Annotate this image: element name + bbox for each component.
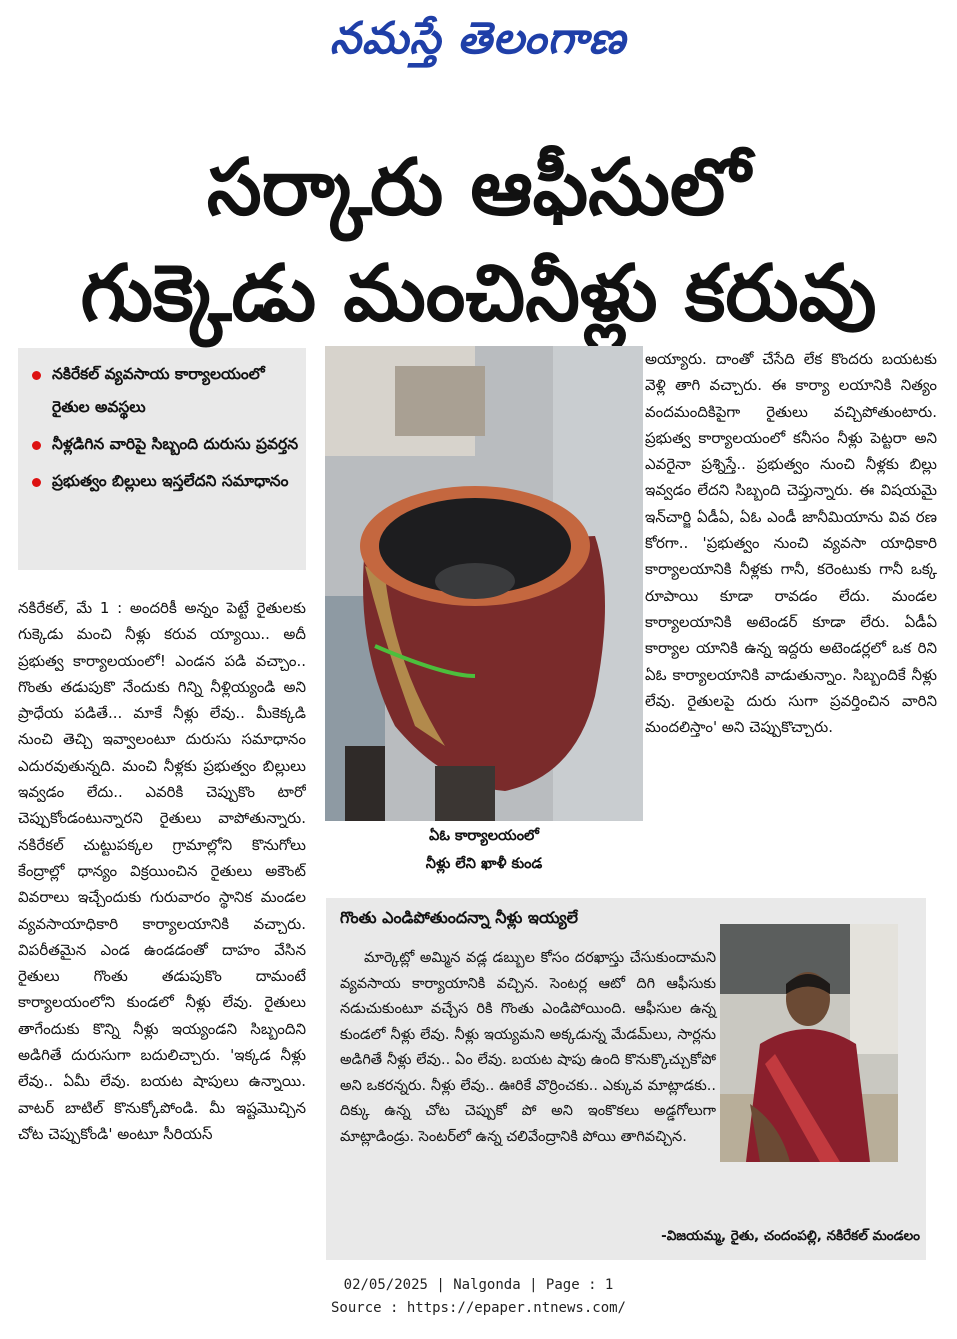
edition-info: 02/05/2025 | Nalgonda | Page : 1 xyxy=(343,1277,614,1293)
headline-line-2: గుక్కెడు మంచినీళ్లు కరువు xyxy=(80,249,877,339)
highlight-item: ప్రభుత్వం బిల్లులు ఇస్తలేదని సమాధానం xyxy=(32,465,300,498)
highlights-box xyxy=(18,348,306,570)
newspaper-name: నమస్తే తెలంగాణ xyxy=(329,13,627,64)
article-column-3 xyxy=(645,346,937,876)
caption-line-2: నీళ్లు లేని ఖాళీ కుండ xyxy=(425,856,543,872)
quote-body xyxy=(340,946,716,1150)
farmer-photo-illustration xyxy=(720,924,898,1162)
article-text: నకిరేకల్, మే 1 : అందరికీ అన్నం పెట్టే రైతులకు గుక్కెడు మంచి నీళ్లు కరువ య్యాయి.. అదీ ప్రభుత్వ కార్యాలయంలో! ఎండన పడి వచ్చాం.. గొంతు తడుపుకొ నేందుకు గిన్ని నీళ్లియ్యండి అని ప్రాధేయ పడితే... మాకే నీళ్లు లేవు.. మీకెక్కడి నుంచి తెచ్చి ఇవ్వాలంటూ దురుసు సమాధానం ఎదురవుతున్నది. మంచి నీళ్లకు ప్రభుత్వం బిల్లులు ఇవ్వడం లేదు.. ఎవరికి చెప్పుకొం టారో చెప్పుకోండంటున్నారని రైతులు వాపోతున్నారు. నకిరేకల్ చుట్టుపక్కల గ్రామాల్లోని కొనుగోలు కేంద్రాల్లో ధాన్యం విక్రయించిన రైతులు అకౌంట్ వివరాలు ఇచ్చేందుకు గురువారం స్థానిక మండల వ్యవసాయాధికారి కార్యాలయానికి వచ్చారు. విపరీతమైన ఎండ ఉండడంతో దాహం వేసిన రైతులు గొంతు తడుపుకొం దామంటే కార్యాలయంలోని కుండలో నీళ్లు లేవు. రైతులు తాగేందుకు కొన్ని నీళ్లు ఇయ్యండని సిబ్బందిని అడిగితే దురుసుగా బదులిచ్చారు. 'ఇక్కడ నీళ్లు లేవు.. ఏమీ లేవు. బయట షాపులు ఉన్నాయి. వాటర్ బాటిల్ కొనుక్కోపోండి. మీ ఇష్టమొచ్చిన చోట చెప్పుకోండి' అంటూ సీరియస్ xyxy=(18,599,306,1143)
headline xyxy=(20,135,937,347)
article-text: అయ్యారు. దాంతో చేసేది లేక కొందరు బయటకు వెళ్లి తాగి వచ్చారు. ఈ కార్యా లయానికి నిత్యం వందమందికిపైగా రైతులు వచ్చిపోతుంటారు. ప్రభుత్వ కార్యాలయంలో కనీసం నీళ్లు పెట్టరా అని ఎవరైనా ప్రశ్నిస్తే.. ప్రభుత్వం నుంచి నీళ్లకు బిల్లు ఇవ్వడం లేదని సిబ్బంది చెప్తున్నారు. ఈ విషయమై ఇన్‌చార్జి ఏడీఏ, ఏఓ ఎండీ జానీమియాను వివ రణ కోరగా.. 'ప్రభుత్వం నుంచి వ్యవసా యాధికారి కార్యాలయానికి నీళ్లకు గానీ, కరెంటుకు గానీ ఒక్క రూపాయి కూడా రావడం లేదు. మండల కార్యాలయానికి అటెండర్ కూడా లేరు. ఏడీఏ కార్యాల యానికి ఉన్న ఇద్దరు అటెండర్లలో ఒక రిని ఏఓ కార్యాలయానికి వాడుతున్నాం. సిబ్బందికే నీళ్లు లేవు. రైతులపై దురు సుగా ప్రవర్తించిన వారిని మందలిస్తాం' అని చెప్పుకొచ్చారు. xyxy=(645,350,937,737)
pot-photo-illustration xyxy=(325,346,643,821)
page-footer xyxy=(0,1274,957,1320)
highlight-item: నీళ్లడిగిన వారిపై సిబ్బంది దురుసు ప్రవర్తన xyxy=(32,428,300,461)
quote-signature: -విజయమ్మ, రైతు, చందంపల్లి, నకిరేకల్ మండలం xyxy=(661,1228,920,1244)
masthead xyxy=(0,0,957,78)
quote-text: మార్కెట్లో అమ్మిన వడ్ల డబ్బుల కోసం దరఖాస్తు చేసుకుందామని వ్యవసాయ కార్యాయానికి వచ్చిన. సెంటర్ల ఆటో దిగి ఆఫీసుకు నడుచుకుంటూ వచ్చేస రికి గొంతు ఎండిపోయింది. ఆఫీసుల ఉన్న కుండలో నీళ్లు లేవు. నీళ్లు ఇయ్యమని అక్కడున్న మేడమ్‌లు, సార్లను అడిగితే నీళ్లు లేవు.. ఏం లేవు. బయట షాపు ఉంది కొనుక్కొచ్చుకోపో అని ఒకరన్నరు. నీళ్లు లేవు.. ఊరికే వొర్రించకు.. ఎక్కువ మాట్లాడకు.. దిక్కు ఉన్న చోట చెప్పుకో పో అని ఇంకొకలు అడ్డగోలుగా మాట్లాడిండ్రు. సెంటర్‌లో ఉన్న చలివేంద్రానికి పోయి తాగివచ్చిన. xyxy=(340,950,716,1145)
highlight-item: నకిరేకల్ వ్యవసాయ కార్యాలయంలో రైతుల అవస్థలు xyxy=(32,358,300,424)
source-link[interactable]: Source : https://epaper.ntnews.com/ xyxy=(330,1300,626,1316)
photo-farmer-portrait xyxy=(720,924,898,1162)
article-column-1 xyxy=(18,595,306,1263)
caption-line-1: ఏఓ కార్యాలయంలో xyxy=(429,828,539,844)
photo-empty-pot xyxy=(325,346,643,821)
quote-title: గొంతు ఎండిపోతుందన్నా నీళ్లు ఇయ్యలే xyxy=(340,908,579,927)
headline-line-1: సర్కారు ఆఫీసులో xyxy=(206,143,751,233)
photo-caption xyxy=(325,822,643,878)
